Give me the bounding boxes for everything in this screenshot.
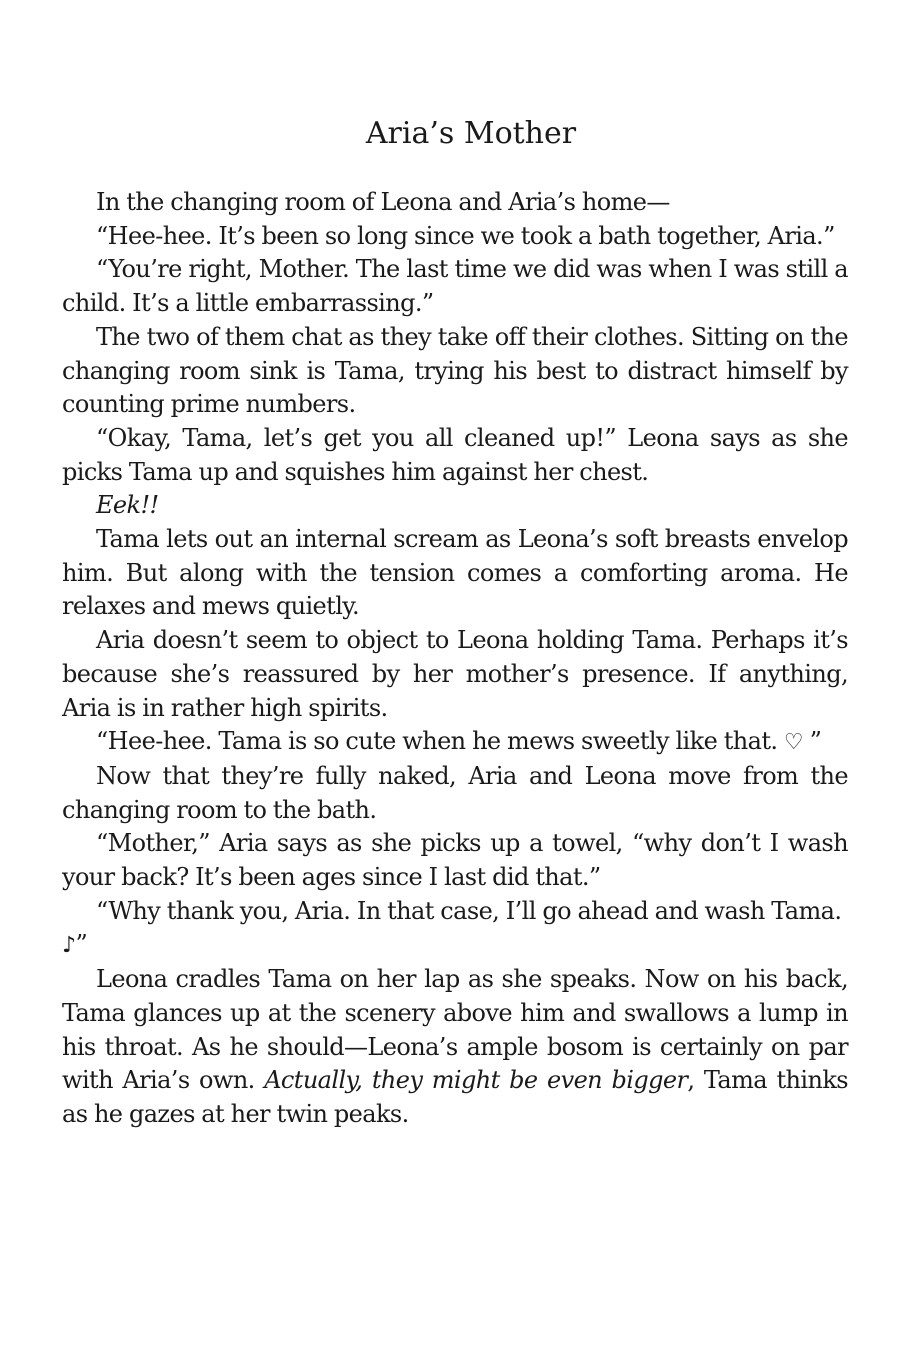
- paragraph-12: [62, 895, 848, 963]
- closing-quote: ”: [803, 727, 822, 756]
- paragraph-7: Tama lets out an internal scream as Leona’s soft breasts envelop him. But along with the tension comes a comforting aroma. He relaxes and mews quietly.: [62, 525, 848, 621]
- paragraph-3: “You’re right, Mother. The last time we did was when I was still a child. It’s a little embarrassing.”: [62, 255, 848, 318]
- dialogue-text: “Why thank you, Aria. In that case, I’ll go ahead and wash Tama.: [96, 896, 842, 925]
- paragraph-5: “Okay, Tama, let’s get you all cleaned up!” Leona says as she picks Tama up and squishes him against her chest.: [62, 423, 848, 486]
- chapter-body: [62, 186, 848, 1132]
- chapter-title: Aria’s Mother: [365, 116, 577, 151]
- heart-symbol: ♡: [783, 730, 804, 756]
- paragraph-8: Aria doesn’t seem to object to Leona holding Tama. Perhaps it’s because she’s reassured by her mother’s presence. If anything, Aria is in rather high spirits.: [62, 626, 848, 722]
- paragraph-11: “Mother,” Aria says as she picks up a towel, “why don’t I wash your back? It’s been ages since I last did that.”: [62, 829, 848, 892]
- narration-text: Leona cradles Tama on her lap as she speaks. Now on his back, Tama glances up at the scenery above him and swallows a lump in his throat. As he should—Leona’s ample bosom is certainly on par with Aria’s own.: [62, 965, 848, 1095]
- paragraph-10: Now that they’re fully naked, Aria and Leona move from the changing room to the bath.: [62, 761, 848, 824]
- paragraph-9: [62, 725, 848, 760]
- italic-exclamation: Eek!!: [96, 491, 159, 520]
- music-note-symbol: ♪: [62, 933, 76, 959]
- closing-quote: ”: [75, 930, 88, 959]
- italic-thought: Actually, they might be even bigger: [264, 1066, 688, 1095]
- paragraph-13: [62, 963, 848, 1132]
- narration-text: , Tama thinks as he gazes at her twin peaks.: [62, 1066, 848, 1128]
- paragraph-6: [62, 489, 848, 523]
- paragraph-1: In the changing room of Leona and Aria’s home—: [96, 188, 670, 216]
- paragraph-2: “Hee-hee. It’s been so long since we took a bath together, Aria.”: [96, 221, 835, 250]
- paragraph-4: The two of them chat as they take off their clothes. Sitting on the changing room sink is Tama, trying his best to distract himself by counting prime numbers.: [62, 322, 848, 419]
- dialogue-text: “Hee-hee. Tama is so cute when he mews sweetly like that.: [96, 727, 784, 756]
